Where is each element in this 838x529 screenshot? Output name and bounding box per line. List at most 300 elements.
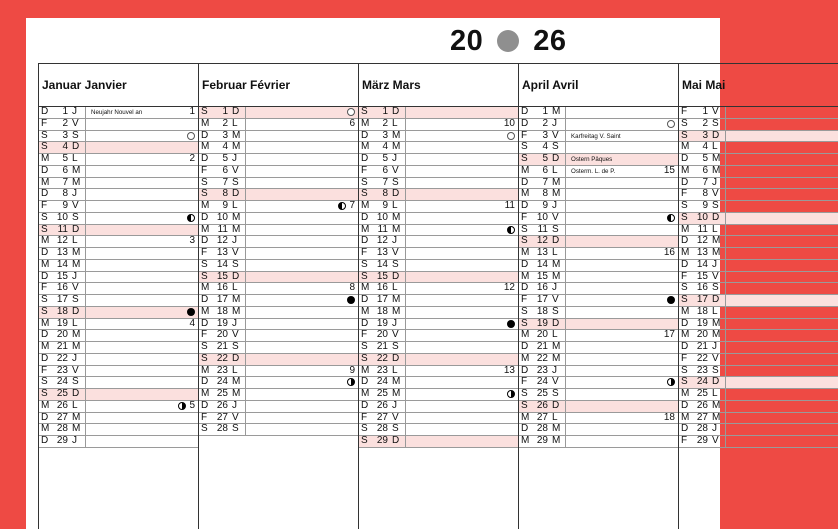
day-row [359,307,518,319]
day-row [39,213,198,225]
weekday-fr: D [232,106,240,117]
weekday-fr: S [392,258,399,270]
day-number: 19 [216,317,228,329]
weekday-fr: V [232,411,239,423]
column-divider [85,319,86,330]
day-number: 3 [382,129,388,141]
new-moon-icon [187,308,195,316]
day-number: 15 [696,270,708,282]
day-number: 3 [542,129,548,141]
day-number: 6 [62,164,68,176]
weekday-fr: D [72,141,80,153]
weekday-de: M [41,176,50,188]
weekday-fr: M [232,305,241,317]
column-divider [565,189,566,200]
weekday-fr: J [712,341,717,352]
day-row [359,260,518,272]
weekday-fr: M [72,423,81,435]
weekday-de: M [681,305,690,317]
day-row [679,154,838,166]
day-row [679,166,838,178]
weekday-de: D [361,129,369,141]
column-divider [405,154,406,165]
weekday-fr: L [232,200,238,211]
day-row [519,436,678,448]
column-divider [405,377,406,388]
column-divider [405,319,406,330]
weekday-de: M [361,364,370,376]
day-number: 2 [382,117,388,129]
weekday-fr: M [392,376,401,388]
column-divider [725,401,726,412]
weekday-de: S [681,211,688,223]
column-divider [85,413,86,424]
weekday-de: D [521,200,529,211]
day-row [519,166,678,178]
day-number: 16 [696,282,708,294]
weekday-fr: V [712,270,719,282]
weekday-de: S [521,223,528,235]
day-number: 10 [536,211,548,223]
weekday-fr: S [552,305,559,317]
column-divider [725,295,726,306]
weekday-de: M [681,247,690,258]
weekday-fr: S [552,388,559,399]
weekday-de: M [201,200,210,211]
day-number: 18 [536,305,548,317]
weekday-de: D [201,317,209,329]
weekday-de: S [681,117,688,129]
day-number: 25 [696,388,708,399]
column-divider [245,213,246,224]
column-divider [725,248,726,259]
weekday-fr: V [552,294,559,305]
column-divider [85,283,86,294]
column-divider [725,366,726,377]
weekday-de: F [521,294,528,305]
weekday-de: S [681,364,688,376]
column-divider [565,272,566,283]
column-divider [245,389,246,400]
weekday-fr: V [232,164,239,176]
day-number: 23 [376,364,388,376]
weekday-fr: L [72,153,78,164]
weekday-fr: S [72,294,79,305]
full-moon-icon [667,120,675,128]
column-divider [85,354,86,365]
weekday-fr: M [552,270,561,282]
column-divider [405,178,406,189]
weekday-de: S [521,305,528,317]
day-number: 10 [56,211,68,223]
column-divider [565,131,566,142]
day-number: 27 [696,411,708,423]
column-divider [245,131,246,142]
weekday-fr: S [392,423,399,435]
day-list [519,107,678,448]
day-number: 21 [216,341,228,352]
weekday-fr: J [232,153,237,164]
day-number: 13 [696,247,708,258]
week-number: 5 [189,399,195,411]
weekday-de: F [681,270,688,282]
weekday-de: S [361,341,368,352]
column-divider [245,201,246,212]
weekday-de: F [201,329,208,341]
column-divider [565,178,566,189]
column-divider [245,319,246,330]
day-row [199,154,358,166]
weekday-de: F [41,200,48,211]
weekday-fr: V [392,247,399,258]
day-row [519,389,678,401]
day-number: 20 [696,329,708,341]
day-row [199,424,358,436]
weekday-de: S [361,435,368,446]
column-divider [85,330,86,341]
weekday-fr: L [712,388,718,399]
day-row [359,389,518,401]
column-divider [85,225,86,236]
day-number: 9 [62,200,68,211]
day-number: 16 [216,282,228,294]
weekday-de: M [681,141,690,153]
weekday-de: S [361,258,368,270]
column-divider [85,213,86,224]
day-number: 21 [536,341,548,352]
column-divider [725,189,726,200]
month-title: Januar Janvier [39,63,198,107]
column-divider [405,131,406,142]
weekday-de: S [201,352,208,364]
week-number: 6 [349,117,355,129]
day-number: 4 [542,141,548,153]
weekday-de: M [521,435,530,446]
weekday-de: M [41,317,50,329]
week-number: 18 [663,411,675,423]
weekday-fr: D [392,270,400,282]
column-divider [245,413,246,424]
column-divider [725,330,726,341]
weekday-fr: V [712,188,719,200]
weekday-fr: J [232,399,237,411]
weekday-fr: M [232,223,241,235]
column-divider [245,401,246,412]
day-row [39,119,198,131]
holiday-note: Neujahr Nouvel an [91,109,143,116]
weekday-fr: D [712,376,720,388]
day-row-sunday [199,107,358,119]
day-number: 6 [702,164,708,176]
weekday-de: S [361,423,368,435]
weekday-de: D [41,435,49,446]
weekday-de: S [41,223,48,235]
day-number: 14 [536,258,548,270]
weekday-fr: M [392,223,401,235]
weekday-de: M [361,223,370,235]
day-number: 22 [536,352,548,364]
day-row [679,119,838,131]
column-divider [405,401,406,412]
column-divider [405,436,406,447]
week-number: 4 [189,317,195,329]
weekday-de: F [41,117,48,129]
weekday-de: F [361,247,368,258]
column-divider [245,260,246,271]
day-number: 8 [542,188,548,200]
column-divider [725,307,726,318]
weekday-de: M [41,235,50,247]
day-number: 21 [376,341,388,352]
weekday-fr: M [72,247,81,258]
weekday-de: S [521,235,528,247]
day-number: 20 [216,329,228,341]
weekday-de: D [41,247,49,258]
column-divider [245,295,246,306]
weekday-fr: D [232,352,240,364]
column-divider [85,107,86,118]
weekday-fr: S [552,141,559,153]
column-divider [245,377,246,388]
column-divider [565,119,566,130]
day-number: 22 [56,352,68,364]
column-divider [725,436,726,447]
weekday-de: F [521,129,528,141]
column-divider [565,354,566,365]
column-divider [85,189,86,200]
column-divider [565,330,566,341]
month-title: Mai Mai [679,63,838,107]
week-number: 3 [189,235,195,247]
day-number: 5 [702,153,708,164]
week-number: 17 [663,329,675,341]
column-divider [725,142,726,153]
day-number: 7 [702,176,708,188]
weekday-fr: L [552,164,558,176]
day-row [39,354,198,366]
weekday-de: M [521,164,530,176]
weekday-de: S [361,352,368,364]
weekday-de: M [201,388,210,399]
day-row-sunday [519,154,678,166]
weekday-de: D [681,317,689,329]
day-number: 13 [56,247,68,258]
day-number: 19 [696,317,708,329]
weekday-fr: J [712,176,717,188]
column-divider [245,330,246,341]
weekday-de: S [201,106,208,117]
weekday-de: M [521,270,530,282]
weekday-fr: M [392,388,401,399]
year-heading [450,26,567,56]
weekday-de: M [521,329,530,341]
column-divider [245,189,246,200]
weekday-fr: L [232,117,238,129]
weekday-fr: L [712,223,718,235]
day-number: 25 [216,388,228,399]
first-quarter-moon-icon [667,378,675,386]
weekday-de: D [361,235,369,247]
day-number: 5 [382,153,388,164]
weekday-fr: M [72,258,81,270]
weekday-de: S [201,341,208,352]
weekday-fr: J [552,117,557,129]
weekday-de: S [41,376,48,388]
column-divider [565,307,566,318]
weekday-de: M [681,223,690,235]
weekday-de: D [41,329,49,341]
day-row [679,107,838,119]
day-number: 17 [56,294,68,305]
column-divider [565,295,566,306]
day-number: 26 [216,399,228,411]
holiday-note: Karfreitag V. Saint [571,132,621,140]
weekday-de: S [41,141,48,153]
column-divider [245,154,246,165]
weekday-de: M [361,117,370,129]
weekday-fr: J [232,235,237,247]
weekday-fr: S [72,376,79,388]
weekday-fr: M [552,341,561,352]
weekday-fr: D [712,129,720,141]
column-divider [725,342,726,353]
weekday-de: D [201,211,209,223]
column-divider [245,366,246,377]
day-number: 19 [536,317,548,329]
day-number: 1 [62,106,68,117]
weekday-fr: M [712,235,721,247]
column-divider [405,260,406,271]
weekday-de: F [201,411,208,423]
column-divider [405,413,406,424]
weekday-fr: M [552,176,561,188]
day-row [359,166,518,178]
weekday-fr: V [72,117,79,129]
day-number: 21 [696,341,708,352]
weekday-fr: V [552,211,559,223]
day-number: 4 [382,141,388,153]
day-row [679,201,838,213]
day-number: 23 [696,364,708,376]
day-number: 3 [702,129,708,141]
day-row [679,389,838,401]
day-number: 1 [542,106,548,117]
day-number: 10 [376,211,388,223]
column-divider [725,413,726,424]
column-divider [85,389,86,400]
day-number: 8 [62,188,68,200]
weekday-de: F [681,352,688,364]
day-row [199,295,358,307]
weekday-de: S [681,294,688,305]
day-number: 12 [56,235,68,247]
weekday-fr: J [392,235,397,247]
column-divider [405,283,406,294]
month-title: Februar Février [199,63,358,107]
column-divider [405,201,406,212]
weekday-fr: D [552,399,560,411]
weekday-fr: D [712,211,720,223]
day-row-sunday [359,436,518,448]
day-number: 1 [702,106,708,117]
column-divider [565,401,566,412]
weekday-de: D [201,294,209,305]
weekday-de: M [521,352,530,364]
weekday-de: D [361,211,369,223]
day-row [39,154,198,166]
weekday-fr: L [232,364,238,376]
weekday-fr: M [72,176,81,188]
column-divider [725,201,726,212]
day-number: 25 [536,388,548,399]
column-divider [85,166,86,177]
column-divider [565,107,566,118]
weekday-fr: S [232,423,239,435]
column-divider [85,201,86,212]
day-number: 11 [377,223,388,235]
day-row [39,436,198,448]
day-number: 5 [222,153,228,164]
column-divider [725,236,726,247]
weekday-fr: D [552,235,560,247]
weekday-fr: D [72,223,80,235]
column-divider [85,248,86,259]
weekday-fr: M [232,129,241,141]
holiday-note: Ostern Pâques [571,156,613,163]
weekday-de: S [361,270,368,282]
holiday-note: Osterm. L. de P. [571,167,616,175]
weekday-fr: D [392,106,400,117]
day-number: 17 [536,294,548,305]
weekday-fr: J [712,258,717,270]
day-row [359,248,518,260]
weekday-fr: L [72,399,78,411]
column-divider [245,248,246,259]
column-divider [85,366,86,377]
column-divider [565,319,566,330]
day-row [679,342,838,354]
day-row [199,307,358,319]
weekday-de: S [361,176,368,188]
weekday-fr: M [232,141,241,153]
weekday-fr: V [232,247,239,258]
week-number: 7 [349,200,355,211]
weekday-fr: V [712,106,719,117]
day-number: 17 [696,294,708,305]
day-row [199,213,358,225]
column-divider [565,236,566,247]
column-divider [405,248,406,259]
day-row [359,154,518,166]
day-number: 12 [376,235,388,247]
day-number: 14 [216,258,228,270]
day-row-sunday [39,389,198,401]
column-divider [565,142,566,153]
day-number: 8 [702,188,708,200]
weekday-de: M [201,282,210,294]
day-number: 6 [222,164,228,176]
weekday-fr: V [392,329,399,341]
column-divider [565,389,566,400]
weekday-fr: M [392,294,401,305]
column-divider [565,260,566,271]
weekday-fr: J [72,106,77,117]
weekday-fr: L [392,200,398,211]
weekday-de: M [201,117,210,129]
day-number: 4 [702,141,708,153]
day-list [39,107,198,448]
day-row [519,213,678,225]
